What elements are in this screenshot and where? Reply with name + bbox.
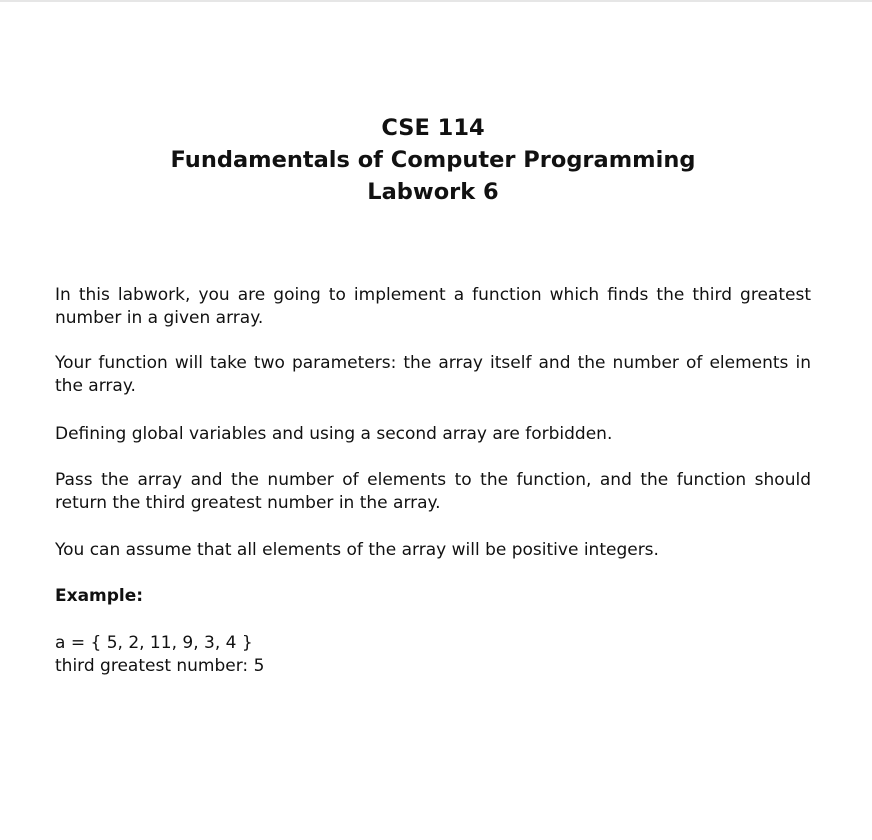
paragraph-restrictions: Defining global variables and using a second array are forbidden. [55, 424, 613, 444]
assignment-title: Labwork 6 [367, 179, 499, 205]
paragraph-assumption: You can assume that all elements of the array will be positive integers. [55, 540, 659, 560]
course-name: Fundamentals of Computer Programming [170, 147, 696, 173]
paragraph-instructions: Pass the array and the number of elements to the function, and the function should return the third greatest number in the array. [55, 470, 811, 513]
example-block [55, 632, 264, 678]
example-input-line: a = { 5, 2, 11, 9, 3, 4 } [55, 633, 253, 653]
course-code: CSE 114 [381, 115, 485, 141]
paragraph-parameters: Your function will take two parameters: the array itself and the number of elements in the array. [55, 353, 811, 396]
document-header [0, 112, 866, 208]
paragraph-intro: In this labwork, you are going to implement a function which finds the third greatest number in a given array. [55, 285, 811, 328]
example-output-line: third greatest number: 5 [55, 656, 265, 676]
example-heading: Example: [55, 586, 144, 606]
